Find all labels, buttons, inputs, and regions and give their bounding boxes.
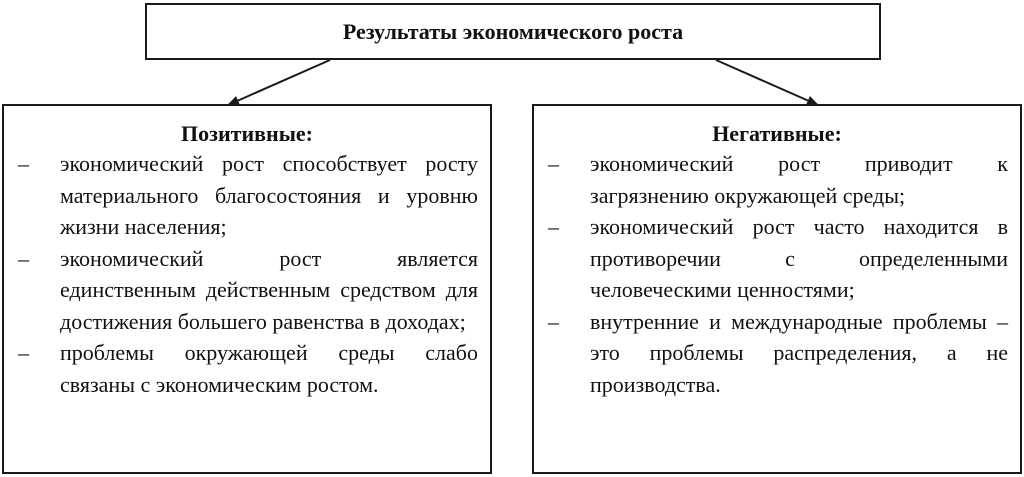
negative-heading: Негативные: [712, 121, 842, 146]
negative-list [534, 148, 1020, 400]
positive-item-2: – экономический рост является единственным действенным средством для достижения большего равенства в доходах; [60, 243, 478, 338]
negative-item-2: – экономический рост часто находится в противоречии с определенными человеческими ценностями; [590, 211, 1008, 306]
negative-box [532, 104, 1022, 474]
positive-heading: Позитивные: [181, 121, 313, 146]
diagram-title: Результаты экономического роста [342, 18, 684, 44]
arrow-to-negative [716, 60, 818, 105]
title-box [145, 3, 881, 60]
positive-box [2, 104, 492, 474]
positive-item-3: – проблемы окружающей среды слабо связаны с экономическим ростом. [60, 337, 478, 400]
negative-item-3: – внутренние и международные проблемы – это проблемы распределения, а не производства. [590, 306, 1008, 401]
positive-item-1: – экономический рост способствует росту материального благосостояния и уровню жизни населения; [60, 148, 478, 243]
negative-item-1: – экономический рост приводит к загрязнению окружающей среды; [590, 148, 1008, 211]
positive-list [4, 148, 490, 400]
arrow-to-positive [228, 60, 330, 105]
